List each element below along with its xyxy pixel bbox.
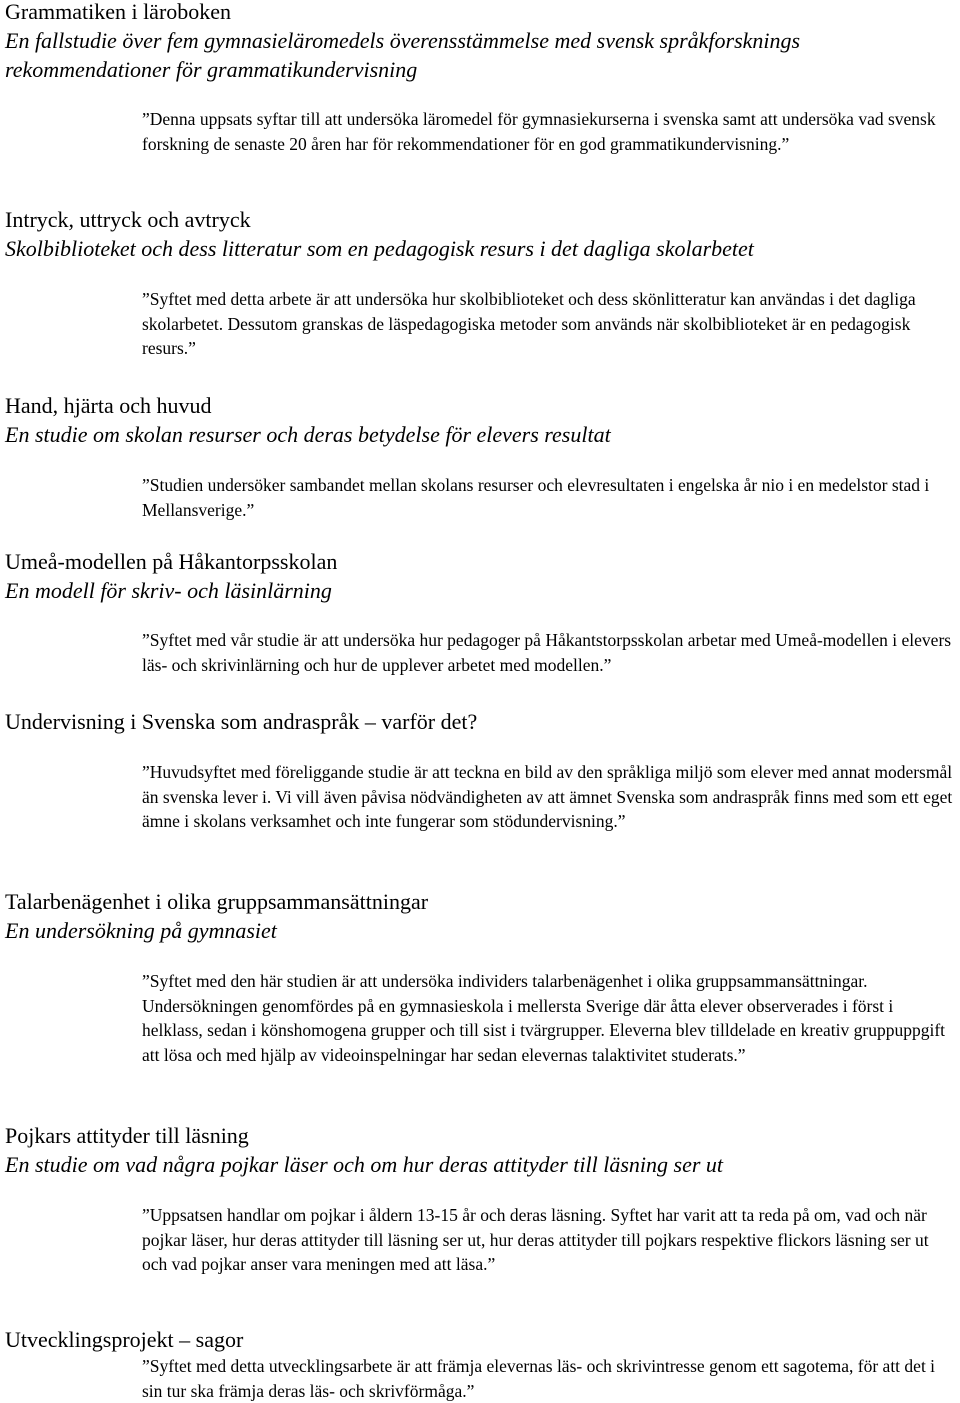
entry-abstract: ”Syftet med den här studien är att undersöka individers talarbenägenhet i olika gruppsammansättningar. Undersökningen genomfördes på en gymnasieskola i mellersta Sverige där åtta elever observerades i först i helklass, sedan i könshomogena grupper och till sist i tvärgrupper. Eleverna blev tilldelade en kreativ gruppuppgift att lösa och med hjälp av videoinspelningar har sedan elevernas talaktivitet studerats.” xyxy=(142,971,946,1065)
entry-title: Umeå-modellen på Håkantorpsskolan xyxy=(5,549,338,574)
entry-abstract: ”Denna uppsats syftar till att undersöka läromedel för gymnasiekurserna i svenska samt att undersöka vad svensk forskning de senaste 20 åren har för rekommendationer för en god grammatikundervisning.” xyxy=(142,109,936,154)
entry-title: Utvecklingsprojekt – sagor xyxy=(5,1327,244,1352)
entry-abstract: ”Huvudsyftet med föreliggande studie är att teckna en bild av den språkliga miljö som elever med annat modersmål än svenska lever i. Vi vill även påvisa nödvändigheten av att ämnet Svenska som andraspråk finns med som ett eget ämne i skolans verksamhet och inte fungerar som stödundervisning.” xyxy=(142,762,953,831)
entry-subtitle: En fallstudie över fem gymnasieläromedels överensstämmelse med svensk språkforsknings rekommendationer för grammatikundervisning xyxy=(5,28,801,82)
entry-title: Pojkars attityder till läsning xyxy=(5,1123,249,1148)
entry-abstract: ”Uppsatsen handlar om pojkar i åldern 13-15 år och deras läsning. Syftet har varit att ta reda på om, vad och när pojkar läser, hur deras attityder till läsning ser ut, hur deras attityder till pojkars respektive flickors läsning ser ut och vad pojkar anser vara meningen med att läsa.” xyxy=(142,1205,929,1274)
entry-subtitle: En modell för skriv- och läsinlärning xyxy=(5,578,332,603)
entry-abstract: ”Syftet med vår studie är att undersöka hur pedagoger på Håkantstorpsskolan arbetar med Umeå-modellen i elevers läs- och skrivinlärning och hur de upplever arbetet med modellen.” xyxy=(142,630,952,675)
entry-subtitle: Skolbiblioteket och dess litteratur som en pedagogisk resurs i det dagliga skolarbetet xyxy=(5,236,754,261)
entry-title: Grammatiken i läroboken xyxy=(5,0,232,24)
entry-abstract: ”Studien undersöker sambandet mellan skolans resurser och elevresultaten i engelska år nio i en medelstor stad i Mellansverige.” xyxy=(142,475,930,520)
entry-subtitle: En studie om skolan resurser och deras betydelse för elevers resultat xyxy=(5,422,611,447)
entry-title: Hand, hjärta och huvud xyxy=(5,393,212,418)
entry-subtitle: En undersökning på gymnasiet xyxy=(5,918,277,943)
entry-abstract: ”Syftet med detta arbete är att undersöka hur skolbiblioteket och dess skönlitteratur kan användas i det dagliga skolarbetet. Dessutom granskas de läspedagogiska metoder som används när skolbiblioteket är en pedagogisk resurs.” xyxy=(142,289,916,358)
entry-title: Talarbenägenhet i olika gruppsammansättningar xyxy=(5,889,429,914)
entry-subtitle: En studie om vad några pojkar läser och om hur deras attityder till läsning ser ut xyxy=(5,1152,724,1177)
entry-title: Intryck, uttryck och avtryck xyxy=(5,207,251,232)
entry-abstract: ”Syftet med detta utvecklingsarbete är att främja elevernas läs- och skrivintresse genom ett sagotema, för att det i sin tur ska främja deras läs- och skrivförmåga.” xyxy=(142,1356,936,1401)
entry-title: Undervisning i Svenska som andraspråk – varför det? xyxy=(5,709,478,734)
